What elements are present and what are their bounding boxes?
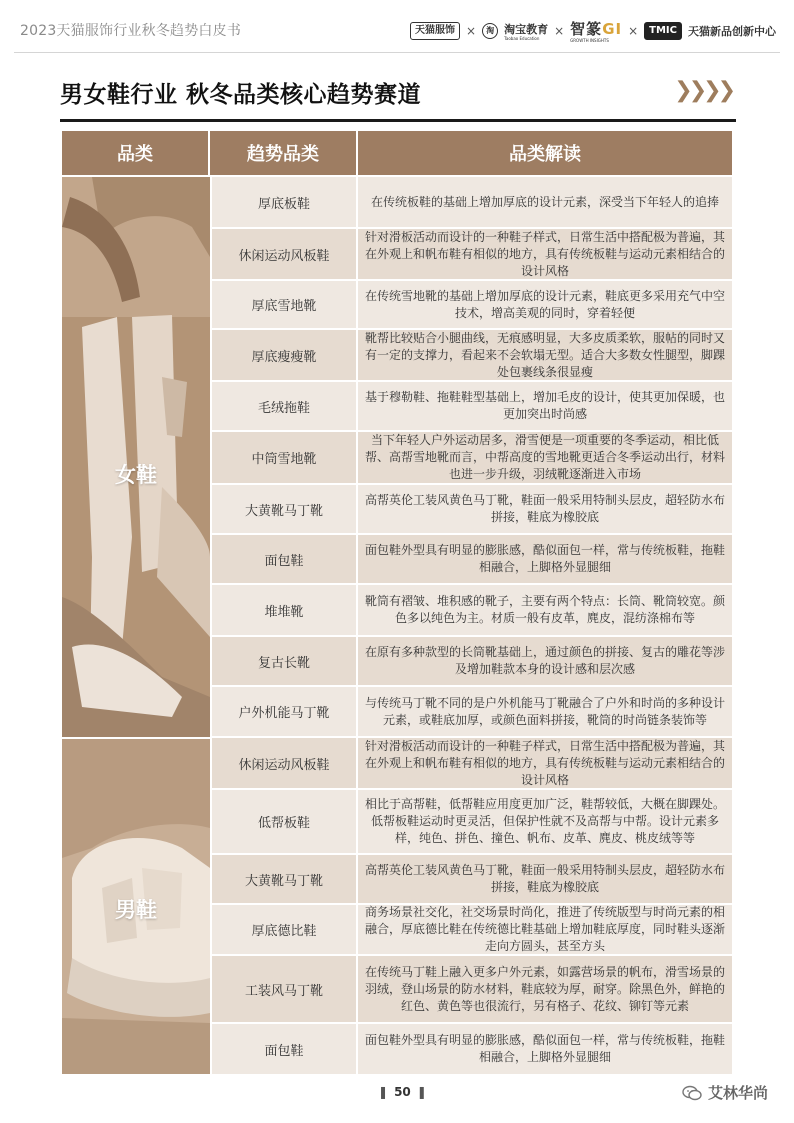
trend-name: 复古长靴: [210, 637, 358, 685]
table-row: [210, 738, 732, 790]
section-title: 男女鞋行业 秋冬品类核心趋势赛道: [60, 82, 422, 108]
trend-desc: 商务场景社交化，社交场景时尚化，推进了传统版型与时尚元素的相融合，厚底德比鞋在传统德比鞋基础上增加鞋底厚度，同时鞋头逐渐走向方圆头，甚至方头: [358, 905, 732, 954]
partner-logos: [410, 18, 776, 43]
page-bracket-right: ❚: [416, 1085, 427, 1099]
table-row: [210, 905, 732, 956]
page-number: [372, 1085, 433, 1099]
table-row: [210, 1024, 732, 1074]
trend-name: 中筒雪地靴: [210, 432, 358, 483]
trend-desc: 靴筒有褶皱、堆积感的靴子，主要有两个特点：长筒、靴筒较宽。颜色多以纯色为主。材质一般有皮革，麂皮，混纺涤棉布等: [358, 585, 732, 635]
trend-name: 大黄靴马丁靴: [210, 485, 358, 533]
table-row: [210, 485, 732, 535]
title-underline: [60, 119, 736, 122]
taobao-edu-icon: 淘: [482, 23, 498, 39]
trend-desc: 在传统板鞋的基础上增加厚底的设计元素，深受当下年轻人的追捧: [358, 177, 732, 227]
trend-desc: 与传统马丁靴不同的是户外机能马丁靴融合了户外和时尚的多种设计元素，或鞋底加厚，或颜色面料拼接，靴筒的时尚链条装饰等: [358, 687, 732, 736]
tmic-logo: TMIC: [644, 22, 682, 40]
table-row: [210, 382, 732, 432]
trend-table: [62, 131, 732, 1074]
table-row: [210, 535, 732, 585]
group-label-men: 男鞋: [115, 898, 157, 922]
table-row: [210, 585, 732, 637]
page-footer: [0, 1082, 794, 1106]
zhizhuan-name: 智篆: [570, 20, 603, 38]
women-shoes-photo: [62, 177, 210, 738]
trend-desc: 在原有多种款型的长筒靴基础上，通过颜色的拼接、复古的雕花等涉及增加鞋款本身的设计感和层次感: [358, 637, 732, 685]
trend-name: 大黄靴马丁靴: [210, 855, 358, 903]
trend-name: 低帮板鞋: [210, 790, 358, 853]
header-divider: [14, 52, 780, 53]
table-row: [210, 229, 732, 281]
trend-name: 户外机能马丁靴: [210, 687, 358, 736]
trend-name: 工装风马丁靴: [210, 956, 358, 1022]
table-rows: [210, 177, 732, 1074]
table-row: [210, 956, 732, 1024]
trend-name: 厚底德比鞋: [210, 905, 358, 954]
table-row: [210, 855, 732, 905]
trend-desc: 高帮英伦工装风黄色马丁靴，鞋面一般采用特制头层皮，超轻防水布拼接，鞋底为橡胶底: [358, 855, 732, 903]
wechat-watermark: [682, 1082, 768, 1103]
taobao-edu-name: 淘宝教育: [504, 22, 549, 36]
table-row: [210, 687, 732, 738]
table-row: [210, 330, 732, 382]
page-bracket-left: ❚: [378, 1085, 389, 1099]
trend-name: 休闲运动风板鞋: [210, 229, 358, 279]
page-number-value: 50: [394, 1085, 411, 1099]
zhizhuan-gi: GI: [602, 20, 623, 38]
logo-separator: ×: [628, 23, 639, 38]
trend-name: 面包鞋: [210, 535, 358, 583]
trend-desc: 相比于高帮鞋，低帮鞋应用度更加广泛，鞋帮较低，大概在脚踝处。低帮板鞋运动时更灵活，但保护性就不及高帮与中帮。设计元素多样，纯色、拼色、撞色、帆布、皮革、麂皮、桃皮绒等等: [358, 790, 732, 853]
header-trend-category: 趋势品类: [210, 131, 358, 175]
trend-desc: 针对滑板活动而设计的一种鞋子样式，日常生活中搭配极为普遍，其在外观上和帆布鞋有相似的地方，具有传统板鞋与运动元素相结合的设计风格: [358, 738, 732, 788]
tmic-name: 天猫新品创新中心: [688, 24, 776, 38]
trend-desc: 高帮英伦工装风黄色马丁靴，鞋面一般采用特制头层皮，超轻防水布拼接，鞋底为橡胶底: [358, 485, 732, 533]
chevron-arrows-icon: ❯❯❯❯: [674, 78, 732, 103]
trend-desc: 靴帮比较贴合小腿曲线，无痕感明显，大多皮质柔软，服帖的同时又有一定的支撑力，看起来不会软塌无型。适合大多数女性腿型，脚踝处包裹线条很显瘦: [358, 330, 732, 380]
trend-name: 厚底板鞋: [210, 177, 358, 227]
trend-desc: 当下年轻人户外运动居多，滑雪便是一项重要的冬季运动，相比低帮、高帮雪地靴而言，中帮高度的雪地靴更适合冬季运动出行，材料也进一步升级，羽绒靴逐渐进入市场: [358, 432, 732, 483]
trend-desc: 针对滑板活动而设计的一种鞋子样式，日常生活中搭配极为普遍，其在外观上和帆布鞋有相似的地方，具有传统板鞋与运动元素相结合的设计风格: [358, 229, 732, 279]
zhizhuan-logo: [570, 18, 622, 43]
group-men-cell: [62, 738, 210, 1074]
table-header: [62, 131, 732, 175]
header-category: 品类: [62, 131, 210, 175]
taobao-edu-en: Taobao Education: [504, 35, 540, 41]
trend-name: 面包鞋: [210, 1024, 358, 1074]
table-row: [210, 177, 732, 229]
trend-desc: 面包鞋外型具有明显的膨胀感，酷似面包一样，常与传统板鞋，拖鞋相融合，上脚格外显腿细: [358, 535, 732, 583]
page-header: [0, 0, 794, 60]
trend-desc: 在传统马丁鞋上融入更多户外元素，如露营场景的帆布，滑雪场景的羽绒，登山场景的防水材料，鞋底较为厚，耐穿。除黑色外，鲜艳的红色、黄色等也很流行，另有格子、花纹、铆钉等元素: [358, 956, 732, 1022]
header-interpretation: 品类解读: [509, 144, 581, 165]
trend-name: 毛绒拖鞋: [210, 382, 358, 430]
table-row: [210, 637, 732, 687]
zhizhuan-en: GROWTH INSIGHTS: [570, 38, 609, 43]
group-separator: [62, 737, 210, 739]
trend-name: 厚底雪地靴: [210, 281, 358, 328]
trend-desc: 基于穆勒鞋、拖鞋鞋型基础上，增加毛皮的设计，使其更加保暖，也更加突出时尚感: [358, 382, 732, 430]
trend-desc: 在传统雪地靴的基础上增加厚底的设计元素，鞋底更多采用充气中空技术，增高美观的同时，穿着轻便: [358, 281, 732, 328]
taobao-edu-logo: [504, 21, 548, 41]
logo-separator: ×: [466, 23, 477, 38]
trend-name: 厚底瘦瘦靴: [210, 330, 358, 380]
wechat-account-name: 艾林华尚: [707, 1084, 768, 1102]
table-row: [210, 432, 732, 485]
group-label-women: 女鞋: [115, 463, 157, 487]
group-women-cell: [62, 177, 210, 738]
trend-desc: 面包鞋外型具有明显的膨胀感，酷似面包一样，常与传统板鞋，拖鞋相融合，上脚格外显腿细: [358, 1024, 732, 1074]
trend-name: 堆堆靴: [210, 585, 358, 635]
report-title: 2023天猫服饰行业秋冬趋势白皮书: [20, 23, 242, 39]
logo-separator: ×: [554, 23, 565, 38]
wechat-icon: [682, 1085, 702, 1101]
trend-name: 休闲运动风板鞋: [210, 738, 358, 788]
table-row: [210, 281, 732, 330]
tmall-fashion-logo: 天猫服饰: [410, 22, 460, 40]
table-row: [210, 790, 732, 855]
